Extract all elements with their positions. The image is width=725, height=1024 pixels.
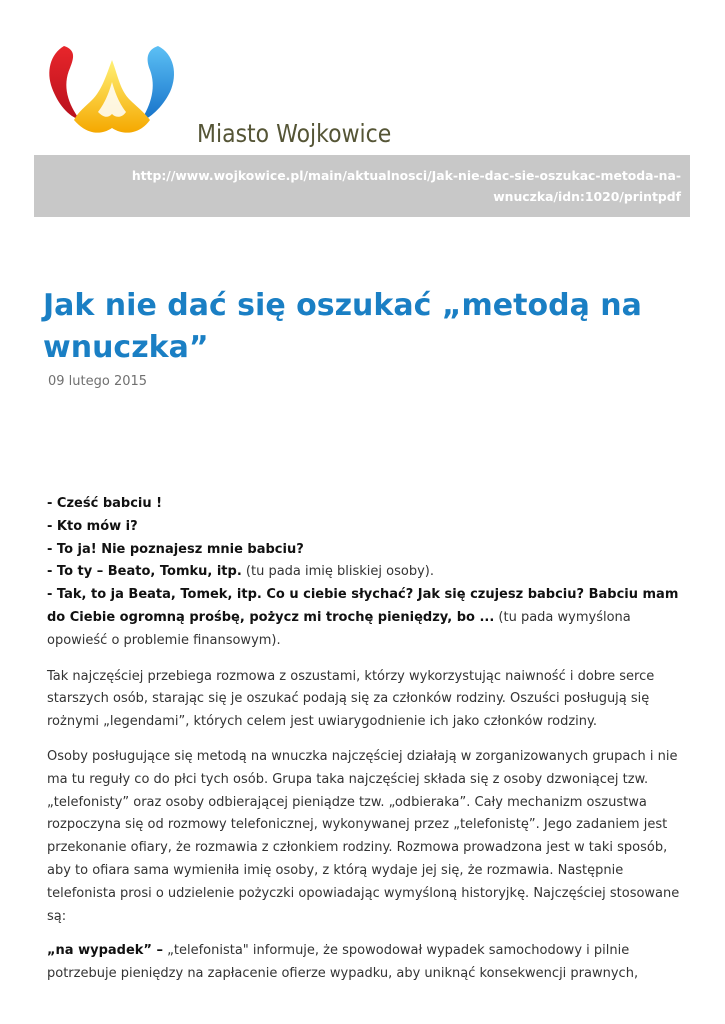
dialog-line [47,584,687,652]
dialog-line-bold: - Cześć babciu ! [47,496,163,511]
paragraph-text: „telefonista" informuje, że spowodował wypadek samochodowy i pilnie potrzebuje pieniędzy na zapłacenie ofierze wypadku, aby uniknąć konsekwencji prawnych, [47,943,639,982]
paragraph-final [47,940,687,986]
dialog-line [47,516,687,539]
article-title: Jak nie dać się oszukać „metodą na wnuczka” [43,288,642,365]
paragraph: Osoby posługujące się metodą na wnuczka najczęściej działają w zorganizowanych grupach i nie ma tu reguły co do płci tych osób. Grupa taka najczęściej składa się z osoby dzwoniącej tzw. „telefonisty” oraz osoby odbierającej pieniądze tzw. „odbieraka”. Cały mechanizm oszustwa rozpoczyna się od rozmowy telefonicznej, wykonywanej przez „telefonistę”. Jego zadaniem jest przekonanie ofiary, że rozmawia z członkiem rodziny. Rozmowa prowadzona jest w taki sposób, aby to ofiara sama wymieniła imię osoby, z którą wydaje jej się, że rozmawia. Następnie telefonista prosi o udzielenie pożyczki opowiadając wymyśloną historyjkę. Najczęściej stosowane są: [47,748,680,924]
source-url[interactable]: http://www.wojkowice.pl/main/aktualnosci/Jak-nie-dac-sie-oszukac-metoda-na-wnuczka/idn:1020/printpdf [34,155,690,217]
site-name: Miasto Wojkowice [197,119,392,148]
paragraph: Tak najczęściej przebiega rozmowa z oszustami, którzy wykorzystując naiwność i dobre serce starszych osób, starając się je oszukać podają się za członków rodziny. Oszuści posługują się rożnymi „legendami”, których celem jest uwiarygodnienie ich jako członków rodziny. [47,668,655,730]
dialog-line [47,539,687,562]
dialog-line [47,493,687,516]
dialog-line-bold: - To ja! Nie poznajesz mnie babciu? [47,541,304,557]
dialog-line [47,561,687,584]
wojkowice-logo [46,42,178,138]
dialog-line-bold: - To ty – Beato, Tomku, itp. [47,564,242,580]
dialog-block [47,493,687,653]
dialog-line-text: (tu pada wymyślona opowieść o problemie finansowym). [47,609,631,648]
article-body [47,493,687,998]
dialog-line-text: (tu pada imię bliskiej osoby). [241,564,434,580]
dialog-line-bold: - Kto mów i? [47,518,138,534]
dialog-line-bold: - Tak, to ja Beata, Tomek, itp. Co u ciebie słychać? Jak się czujesz babciu? Babciu mam do Ciebie ogromną prośbę, pożycz mi trochę pieniędzy, bo ... [47,587,679,625]
paragraph-lead: „na wypadek” – [47,943,163,959]
article-date: 09 lutego 2015 [48,374,148,389]
